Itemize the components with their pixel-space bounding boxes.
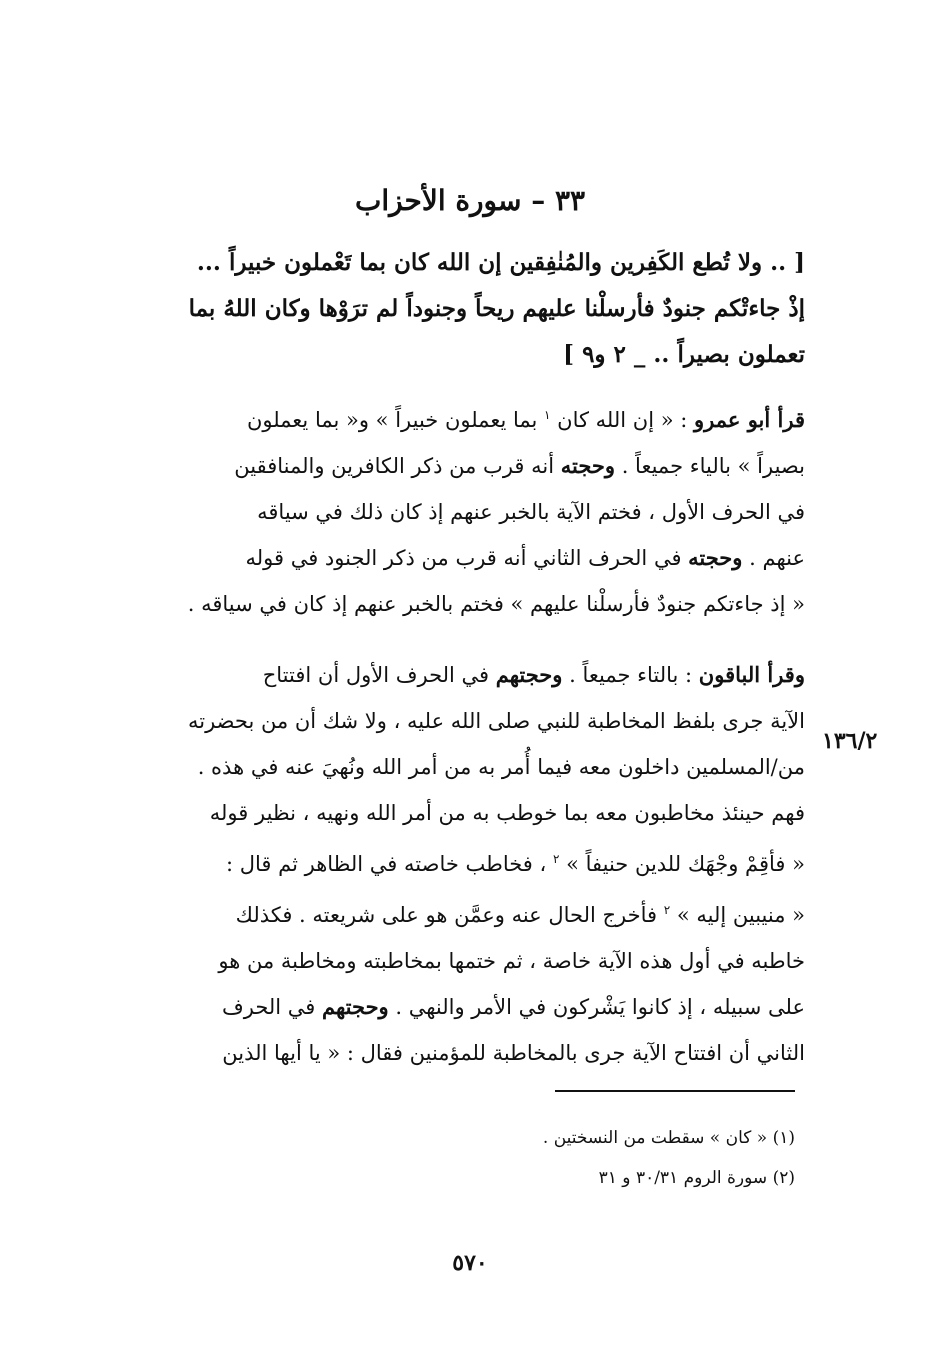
paragraph-line: الآية جرى بلفظ المخاطبة للنبي صلى الله عليه ، ولا شك أن من بحضرته: [187, 709, 805, 733]
argument-keyword: وحجتهم: [495, 662, 563, 687]
page-number: ٥٧٠: [452, 1250, 488, 1276]
quran-verse-block: [125, 240, 805, 378]
reader-name: قرأ أبو عمرو: [693, 407, 805, 432]
text-run: عنهم .: [742, 546, 805, 570]
surah-title: ٣٣ – سورة الأحزاب: [354, 184, 586, 217]
text-run: في الحرف: [221, 995, 323, 1019]
footnote-divider: [555, 1090, 795, 1092]
paragraph-others: [125, 652, 805, 1076]
footnote-marker: ٢: [663, 903, 671, 917]
text-run: « منيبين إليه »: [670, 903, 805, 927]
verse-line: [ .. ولا تُطع الكَفِرين والمُنٰفِقين إن الله كان بما تَعْملون خبيراً ...: [196, 249, 805, 276]
text-run: فأخرج الحال عنه وعمَّن هو على شريعته . فكذلك: [235, 903, 664, 927]
reader-name: وقرأ الباقون: [698, 662, 805, 687]
manuscript-margin-reference: ١٣٦/٢: [822, 728, 878, 754]
verse-line: إذْ جاءتْكم جنودٌ فأرسلْنا عليهم ريحاً وجنوداً لم ترَوْها وكان اللهُ بما: [188, 295, 805, 322]
text-run: في الحرف الأول أن افتتاح: [262, 663, 496, 687]
argument-keyword: وحجته: [560, 453, 616, 478]
paragraph-line: [125, 836, 805, 887]
paragraph-line: الثاني أن افتتاح الآية جرى بالمخاطبة للمؤمنين فقال : « يا أيها الذين: [222, 1041, 805, 1065]
paragraph-line: خاطبه في أول هذه الآية خاصة ، ثم ختمها بمخاطبته ومخاطبة من هو: [218, 949, 805, 973]
text-run: : بالتاء جميعاً .: [562, 663, 699, 687]
paragraph-line: [125, 984, 805, 1030]
argument-keyword: وحجته: [688, 545, 743, 570]
text-run: في الحرف الثاني أنه قرب من ذكر الجنود في قوله: [245, 546, 689, 570]
paragraph-line: [125, 652, 805, 698]
text-run: « فأقِمْ وجْهَك للدين حنيفاً »: [559, 852, 805, 876]
text-run: بصيراً » بالياء جميعاً .: [615, 454, 805, 478]
verse-line: تعملون بصيراً .. _ ٢ و٩ ]: [563, 341, 805, 368]
paragraph-line: [125, 887, 805, 938]
footnote: (١) « كان » سقطت من النسختين .: [542, 1128, 795, 1148]
paragraph-line: من/المسلمين داخلون معه فيما أُمر به من أمر الله ونُهيَ عنه في هذه .: [197, 755, 805, 779]
argument-keyword: وحجتهم: [322, 994, 389, 1019]
paragraph-line: فهم حينئذ مخاطبون معه بما خوطب به من أمر الله ونهيه ، نظير قوله: [209, 801, 805, 825]
text-run: على سبيله ، إذ كانوا يَشْركون في الأمر والنهي .: [388, 995, 805, 1019]
footnote-marker: ١: [544, 408, 551, 422]
footnotes: [295, 1118, 795, 1198]
text-run: ، فخاطب خاصته في الظاهر ثم قال :: [225, 852, 553, 876]
footnote: (٢) سورة الروم ٣٠/٣١ و ٣١: [598, 1168, 795, 1188]
footnote-marker: ٢: [552, 852, 560, 866]
text-run: : « إن الله كان: [550, 408, 694, 432]
paragraph-line: « إذ جاءتكم جنودٌ فأرسلْنا عليهم » فختم بالخبر عنهم إذ كان في سياقه .: [187, 592, 805, 616]
paragraph-line: [125, 392, 805, 443]
paragraph-abu-amr: [125, 392, 805, 627]
paragraph-line: [125, 535, 805, 581]
paragraph-line: [125, 443, 805, 489]
paragraph-line: في الحرف الأول ، فختم الآية بالخبر عنهم إذ كان ذلك في سياقه: [257, 500, 805, 524]
text-run: بما يعملون خبيراً » و« بما يعملون: [246, 408, 545, 432]
text-run: أنه قرب من ذكر الكافرين والمنافقين: [234, 454, 561, 478]
